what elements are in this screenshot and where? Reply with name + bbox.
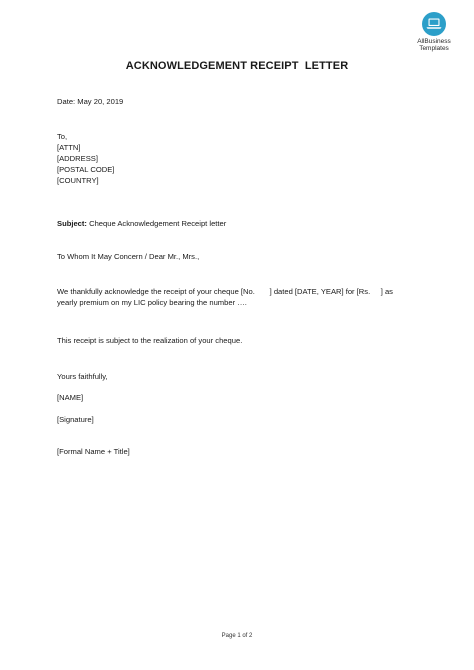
name-placeholder: [NAME]: [57, 393, 84, 402]
formal-name-placeholder: [Formal Name + Title]: [57, 447, 130, 456]
signature-placeholder: [Signature]: [57, 415, 94, 424]
logo-line-2: Templates: [419, 45, 449, 52]
brand-logo: [410, 12, 458, 58]
document-title: ACKNOWLEDGEMENT RECEIPT LETTER: [125, 60, 349, 72]
date-line: Date: May 20, 2019: [57, 97, 124, 106]
recipient-to: To,: [57, 132, 68, 141]
logo-text: [410, 38, 458, 52]
address-attn: [ATTN]: [57, 143, 81, 152]
closing: Yours faithfully,: [57, 372, 108, 381]
subject-line: [57, 219, 226, 229]
subject-label: Subject:: [57, 219, 87, 228]
greeting: To Whom It May Concern / Dear Mr., Mrs.,: [57, 252, 200, 261]
address-country: [COUNTRY]: [57, 176, 99, 185]
address-postal-code: [POSTAL CODE]: [57, 165, 115, 174]
address-street: [ADDRESS]: [57, 154, 98, 163]
body-line-1: We thankfully acknowledge the receipt of your cheque [No. ] dated [DATE, YEAR] for [Rs. ] as: [57, 287, 393, 296]
laptop-icon: [422, 12, 446, 36]
subject-text: Cheque Acknowledgement Receipt letter: [86, 219, 227, 228]
body-line-3: This receipt is subject to the realization of your cheque.: [57, 336, 243, 345]
body-line-2: yearly premium on my LIC policy bearing the number ….: [57, 298, 247, 307]
page-number: Page 1 of 2: [221, 633, 253, 639]
logo-line-1: AllBusiness: [417, 38, 451, 45]
